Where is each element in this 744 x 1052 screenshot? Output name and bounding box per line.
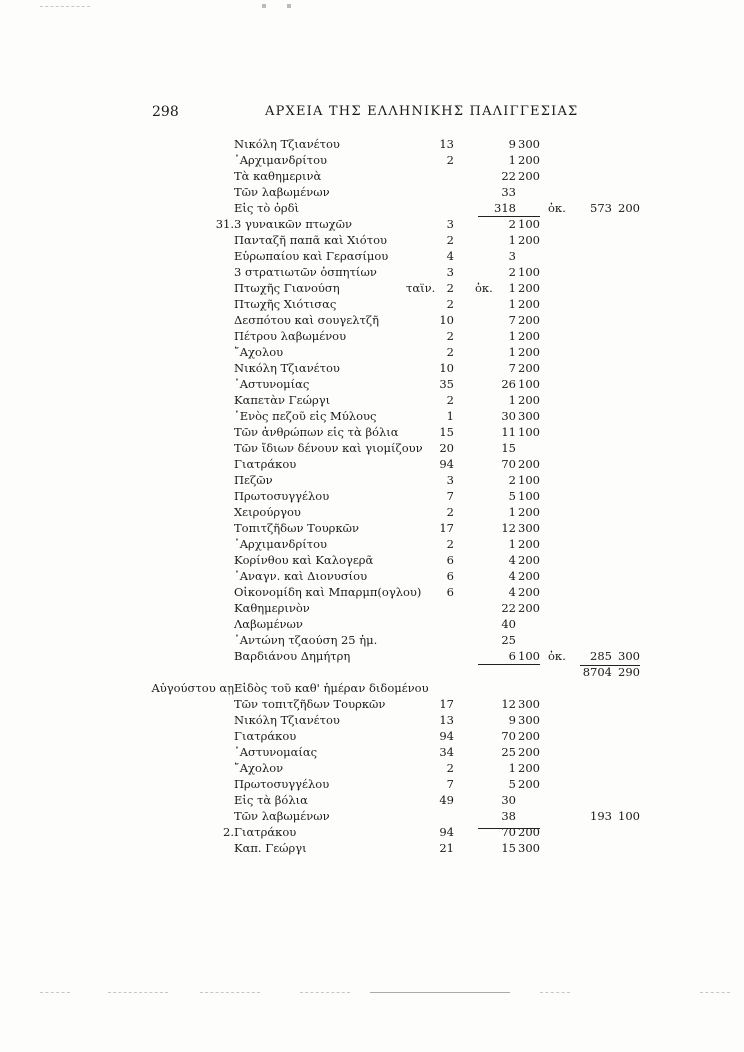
entry-quantity: 2 bbox=[446, 281, 454, 295]
amount-fraction: 200 bbox=[518, 313, 540, 327]
ledger-row bbox=[0, 712, 744, 728]
amount-main: 15 bbox=[501, 841, 516, 855]
amount-main: 1 bbox=[508, 761, 516, 775]
entry-description: Τῶν λαβωμένων bbox=[234, 809, 330, 823]
ledger-row bbox=[0, 792, 744, 808]
amount-fraction: 200 bbox=[518, 281, 540, 295]
entry-quantity: 6 bbox=[446, 585, 454, 599]
entry-quantity: 7 bbox=[446, 777, 454, 791]
entry-description: Καθημερινὸν bbox=[234, 601, 310, 615]
amount-fraction: 100 bbox=[518, 489, 540, 503]
amount-main: 1 bbox=[508, 281, 516, 295]
amount-main: 1 bbox=[508, 393, 516, 407]
total-rule bbox=[580, 665, 640, 666]
amount-fraction: 300 bbox=[518, 409, 540, 423]
amount-main: 2 bbox=[508, 473, 516, 487]
ledger-row bbox=[0, 808, 744, 824]
entry-description: ᾿Αρχιμανδρίτου bbox=[234, 153, 327, 167]
entry-quantity: 20 bbox=[439, 441, 454, 455]
amount-fraction: 200 bbox=[518, 825, 540, 839]
amount-fraction: 300 bbox=[518, 697, 540, 711]
amount-main: 15 bbox=[501, 441, 516, 455]
amount-main: 6 bbox=[508, 649, 516, 663]
ledger-row bbox=[0, 248, 744, 264]
entry-description: ᾿Αντώνη τζαούση 25 ἡμ. bbox=[234, 633, 378, 647]
entry-quantity: 34 bbox=[439, 745, 454, 759]
entry-description: Εἰς τὰ βόλια bbox=[234, 793, 308, 807]
entry-description: ῎Αχολον bbox=[234, 761, 284, 775]
ledger-row bbox=[0, 664, 744, 680]
amount-fraction: 200 bbox=[518, 329, 540, 343]
amount-main: 22 bbox=[501, 169, 516, 183]
amount-fraction: 200 bbox=[518, 153, 540, 167]
ledger-row bbox=[0, 184, 744, 200]
entry-quantity: 13 bbox=[439, 713, 454, 727]
entry-description: Πέτρου λαβωμένου bbox=[234, 329, 347, 343]
ledger-row bbox=[0, 280, 744, 296]
amount-fraction: 200 bbox=[518, 537, 540, 551]
entry-quantity: 17 bbox=[439, 521, 454, 535]
entry-quantity: 6 bbox=[446, 553, 454, 567]
ledger-row bbox=[0, 552, 744, 568]
ledger-row bbox=[0, 472, 744, 488]
amount-fraction: 200 bbox=[518, 361, 540, 375]
ledger-row bbox=[0, 296, 744, 312]
entry-description: Τοπιτζῆδων Τουρκῶν bbox=[234, 521, 359, 535]
entry-date: Αὐγούστου αῃ bbox=[151, 681, 234, 695]
entry-description: ῾Ενὸς πεζοῦ εἰς Μύλους bbox=[234, 409, 377, 423]
amount-main: 5 bbox=[508, 489, 516, 503]
amount-fraction: 200 bbox=[518, 297, 540, 311]
entry-description: Πρωτοσυγγέλου bbox=[234, 777, 330, 791]
unit-label: ὀκ. bbox=[548, 201, 566, 215]
entry-description: Νικόλη Τζιανέτου bbox=[234, 137, 340, 151]
entry-description: Δεσπότου καὶ σουγελτζῆ bbox=[234, 313, 380, 327]
running-head: ΑΡΧΕΙΑ ΤΗΣ ΕΛΛΗΝΙΚΗΣ ΠΑΛΙΓΓΕΣΙΑΣ bbox=[265, 104, 579, 119]
ledger-row bbox=[0, 328, 744, 344]
ledger-row bbox=[0, 440, 744, 456]
ledger-row bbox=[0, 360, 744, 376]
entry-description: Τῶν ἀνθρώπων εἰς τὰ βόλια bbox=[234, 425, 399, 439]
entry-quantity: 1 bbox=[446, 409, 454, 423]
amount-fraction: 200 bbox=[518, 601, 540, 615]
entry-description: Χειρούργου bbox=[234, 505, 301, 519]
ledger-row bbox=[0, 200, 744, 216]
entry-quantity: 2 bbox=[446, 537, 454, 551]
entry-quantity: 15 bbox=[439, 425, 454, 439]
ledger-row bbox=[0, 424, 744, 440]
ledger-row bbox=[0, 152, 744, 168]
amount-main: 5 bbox=[508, 777, 516, 791]
amount-fraction: 200 bbox=[518, 761, 540, 775]
ledger-row bbox=[0, 648, 744, 664]
amount-main: 26 bbox=[501, 377, 516, 391]
entry-description: Τῶν τοπιτζῆδων Τουρκῶν bbox=[234, 697, 386, 711]
amount-main: 1 bbox=[508, 329, 516, 343]
entry-quantity: 21 bbox=[439, 841, 454, 855]
amount-fraction: 100 bbox=[518, 473, 540, 487]
amount-main: 318 bbox=[494, 201, 516, 215]
amount-main: 1 bbox=[508, 345, 516, 359]
amount-main: 30 bbox=[501, 793, 516, 807]
total-fraction: 300 bbox=[618, 649, 640, 663]
unit-label: ὀκ. bbox=[548, 649, 566, 663]
ledger-row bbox=[0, 408, 744, 424]
entry-description: ᾿Αναγν. καὶ Διονυσίου bbox=[234, 569, 368, 583]
entry-quantity: 94 bbox=[439, 825, 454, 839]
entry-quantity: 13 bbox=[439, 137, 454, 151]
entry-description: Πτωχῆς Χιότισας bbox=[234, 297, 337, 311]
amount-main: 1 bbox=[508, 537, 516, 551]
subtotal-rule bbox=[478, 664, 540, 665]
amount-main: 1 bbox=[508, 297, 516, 311]
unit-label: ὀκ. bbox=[475, 281, 493, 295]
entry-quantity: 2 bbox=[446, 761, 454, 775]
entry-description: Εἰδὸς τοῦ καθ' ἡμέραν διδομένου bbox=[234, 681, 429, 695]
amount-main: 25 bbox=[501, 745, 516, 759]
entry-note: ταϊν. bbox=[406, 281, 436, 295]
ledger-row bbox=[0, 776, 744, 792]
total-fraction: 200 bbox=[618, 201, 640, 215]
ledger-row bbox=[0, 488, 744, 504]
ledger-row bbox=[0, 680, 744, 696]
amount-fraction: 200 bbox=[518, 233, 540, 247]
amount-fraction: 100 bbox=[518, 649, 540, 663]
ledger-row bbox=[0, 392, 744, 408]
ledger-row bbox=[0, 536, 744, 552]
ledger-row bbox=[0, 232, 744, 248]
ledger-row bbox=[0, 216, 744, 232]
ledger-row bbox=[0, 136, 744, 152]
ledger-row bbox=[0, 376, 744, 392]
amount-fraction: 200 bbox=[518, 457, 540, 471]
entry-date: 2. bbox=[223, 825, 234, 839]
ledger-row bbox=[0, 632, 744, 648]
entry-description: Καπετὰν Γεώργι bbox=[234, 393, 331, 407]
amount-fraction: 100 bbox=[518, 377, 540, 391]
ledger-row bbox=[0, 264, 744, 280]
amount-main: 33 bbox=[501, 185, 516, 199]
amount-main: 70 bbox=[501, 457, 516, 471]
entry-quantity: 2 bbox=[446, 505, 454, 519]
amount-fraction: 200 bbox=[518, 777, 540, 791]
amount-fraction: 300 bbox=[518, 137, 540, 151]
ledger-row bbox=[0, 744, 744, 760]
ledger-row bbox=[0, 616, 744, 632]
entry-quantity: 4 bbox=[446, 249, 454, 263]
entry-description: ᾿Αστυνομαίας bbox=[234, 745, 318, 759]
ledger-row bbox=[0, 568, 744, 584]
entry-quantity: 2 bbox=[446, 345, 454, 359]
page-number: 298 bbox=[152, 104, 179, 120]
entry-description: Πανταζῆ παπᾶ καὶ Χιότου bbox=[234, 233, 388, 247]
amount-fraction: 300 bbox=[518, 841, 540, 855]
entry-quantity: 10 bbox=[439, 361, 454, 375]
amount-fraction: 200 bbox=[518, 585, 540, 599]
total-main: 193 bbox=[590, 809, 612, 823]
amount-fraction: 200 bbox=[518, 169, 540, 183]
entry-description: ῎Αχολου bbox=[234, 345, 284, 359]
amount-main: 22 bbox=[501, 601, 516, 615]
ledger-table bbox=[0, 136, 744, 856]
subtotal-rule bbox=[478, 216, 540, 217]
entry-description: 3 στρατιωτῶν ὀσπητίων bbox=[234, 265, 377, 279]
entry-description: Εὐρωπαίου καὶ Γερασίμου bbox=[234, 249, 389, 263]
entry-quantity: 2 bbox=[446, 393, 454, 407]
entry-quantity: 10 bbox=[439, 313, 454, 327]
ledger-row bbox=[0, 520, 744, 536]
total-fraction: 100 bbox=[618, 809, 640, 823]
amount-fraction: 100 bbox=[518, 425, 540, 439]
ledger-row bbox=[0, 344, 744, 360]
entry-description: Νικόλη Τζιανέτου bbox=[234, 713, 340, 727]
amount-main: 2 bbox=[508, 265, 516, 279]
amount-main: 12 bbox=[501, 521, 516, 535]
ledger-row bbox=[0, 840, 744, 856]
ledger-row bbox=[0, 168, 744, 184]
entry-date: 31. bbox=[215, 217, 234, 231]
ledger-row bbox=[0, 696, 744, 712]
amount-main: 40 bbox=[501, 617, 516, 631]
entry-description: ᾿Αρχιμανδρίτου bbox=[234, 537, 327, 551]
amount-main: 38 bbox=[501, 809, 516, 823]
amount-main: 9 bbox=[508, 137, 516, 151]
entry-quantity: 35 bbox=[439, 377, 454, 391]
entry-description: Γιατράκου bbox=[234, 457, 297, 471]
entry-description: Τῶν λαβωμένων bbox=[234, 185, 330, 199]
total-main: 285 bbox=[590, 649, 612, 663]
amount-main: 70 bbox=[501, 825, 516, 839]
amount-fraction: 200 bbox=[518, 745, 540, 759]
subtotal-rule bbox=[478, 828, 540, 829]
entry-description: Τῶν ἴδιων δένουν καὶ γιομίζουν bbox=[234, 441, 423, 455]
entry-quantity: 3 bbox=[446, 217, 454, 231]
ledger-row bbox=[0, 312, 744, 328]
entry-quantity: 94 bbox=[439, 457, 454, 471]
entry-quantity: 17 bbox=[439, 697, 454, 711]
ledger-row bbox=[0, 600, 744, 616]
entry-description: 3 γυναικῶν πτωχῶν bbox=[234, 217, 352, 231]
entry-quantity: 3 bbox=[446, 473, 454, 487]
entry-description: Εἰς τὸ ὀρδὶ bbox=[234, 201, 300, 215]
amount-main: 70 bbox=[501, 729, 516, 743]
amount-main: 4 bbox=[508, 569, 516, 583]
entry-description: Κορίνθου καὶ Καλογερᾶ bbox=[234, 553, 374, 567]
entry-quantity: 2 bbox=[446, 153, 454, 167]
amount-main: 1 bbox=[508, 153, 516, 167]
amount-fraction: 100 bbox=[518, 217, 540, 231]
entry-quantity: 2 bbox=[446, 329, 454, 343]
total-main: 8704 bbox=[582, 665, 612, 679]
entry-description: Γιατράκου bbox=[234, 729, 297, 743]
entry-quantity: 3 bbox=[446, 265, 454, 279]
entry-description: Τὰ καθημερινὰ bbox=[234, 169, 322, 183]
amount-main: 7 bbox=[508, 361, 516, 375]
amount-main: 1 bbox=[508, 505, 516, 519]
amount-fraction: 300 bbox=[518, 521, 540, 535]
amount-main: 11 bbox=[501, 425, 516, 439]
entry-quantity: 49 bbox=[439, 793, 454, 807]
ledger-row bbox=[0, 584, 744, 600]
amount-main: 3 bbox=[508, 249, 516, 263]
entry-description: Λαβωμένων bbox=[234, 617, 303, 631]
amount-fraction: 200 bbox=[518, 393, 540, 407]
amount-fraction: 100 bbox=[518, 265, 540, 279]
total-fraction: 290 bbox=[618, 665, 640, 679]
entry-quantity: 6 bbox=[446, 569, 454, 583]
ledger-row bbox=[0, 760, 744, 776]
amount-main: 12 bbox=[501, 697, 516, 711]
amount-main: 2 bbox=[508, 217, 516, 231]
entry-description: Οἰκονομίδη καὶ Μπαρμπ(ογλου) bbox=[234, 585, 422, 599]
amount-main: 1 bbox=[508, 233, 516, 247]
amount-main: 30 bbox=[501, 409, 516, 423]
ledger-row bbox=[0, 504, 744, 520]
entry-description: Πεζῶν bbox=[234, 473, 273, 487]
ledger-row bbox=[0, 456, 744, 472]
amount-fraction: 300 bbox=[518, 713, 540, 727]
ledger-row bbox=[0, 728, 744, 744]
entry-quantity: 94 bbox=[439, 729, 454, 743]
entry-description: ᾿Αστυνομίας bbox=[234, 377, 310, 391]
entry-quantity: 7 bbox=[446, 489, 454, 503]
amount-main: 25 bbox=[501, 633, 516, 647]
amount-main: 4 bbox=[508, 553, 516, 567]
amount-fraction: 200 bbox=[518, 345, 540, 359]
total-main: 573 bbox=[590, 201, 612, 215]
ledger-row bbox=[0, 824, 744, 840]
amount-fraction: 200 bbox=[518, 505, 540, 519]
entry-description: Βαρδιάνου Δημήτρη bbox=[234, 649, 351, 663]
entry-description: Πρωτοσυγγέλου bbox=[234, 489, 330, 503]
entry-description: Νικόλη Τζιανέτου bbox=[234, 361, 340, 375]
entry-description: Καπ. Γεώργι bbox=[234, 841, 307, 855]
entry-quantity: 2 bbox=[446, 233, 454, 247]
entry-quantity: 2 bbox=[446, 297, 454, 311]
amount-main: 7 bbox=[508, 313, 516, 327]
amount-main: 9 bbox=[508, 713, 516, 727]
amount-fraction: 200 bbox=[518, 553, 540, 567]
amount-fraction: 200 bbox=[518, 569, 540, 583]
entry-description: Πτωχῆς Γιανούση bbox=[234, 281, 340, 295]
amount-main: 4 bbox=[508, 585, 516, 599]
amount-fraction: 200 bbox=[518, 729, 540, 743]
entry-description: Γιατράκου bbox=[234, 825, 297, 839]
